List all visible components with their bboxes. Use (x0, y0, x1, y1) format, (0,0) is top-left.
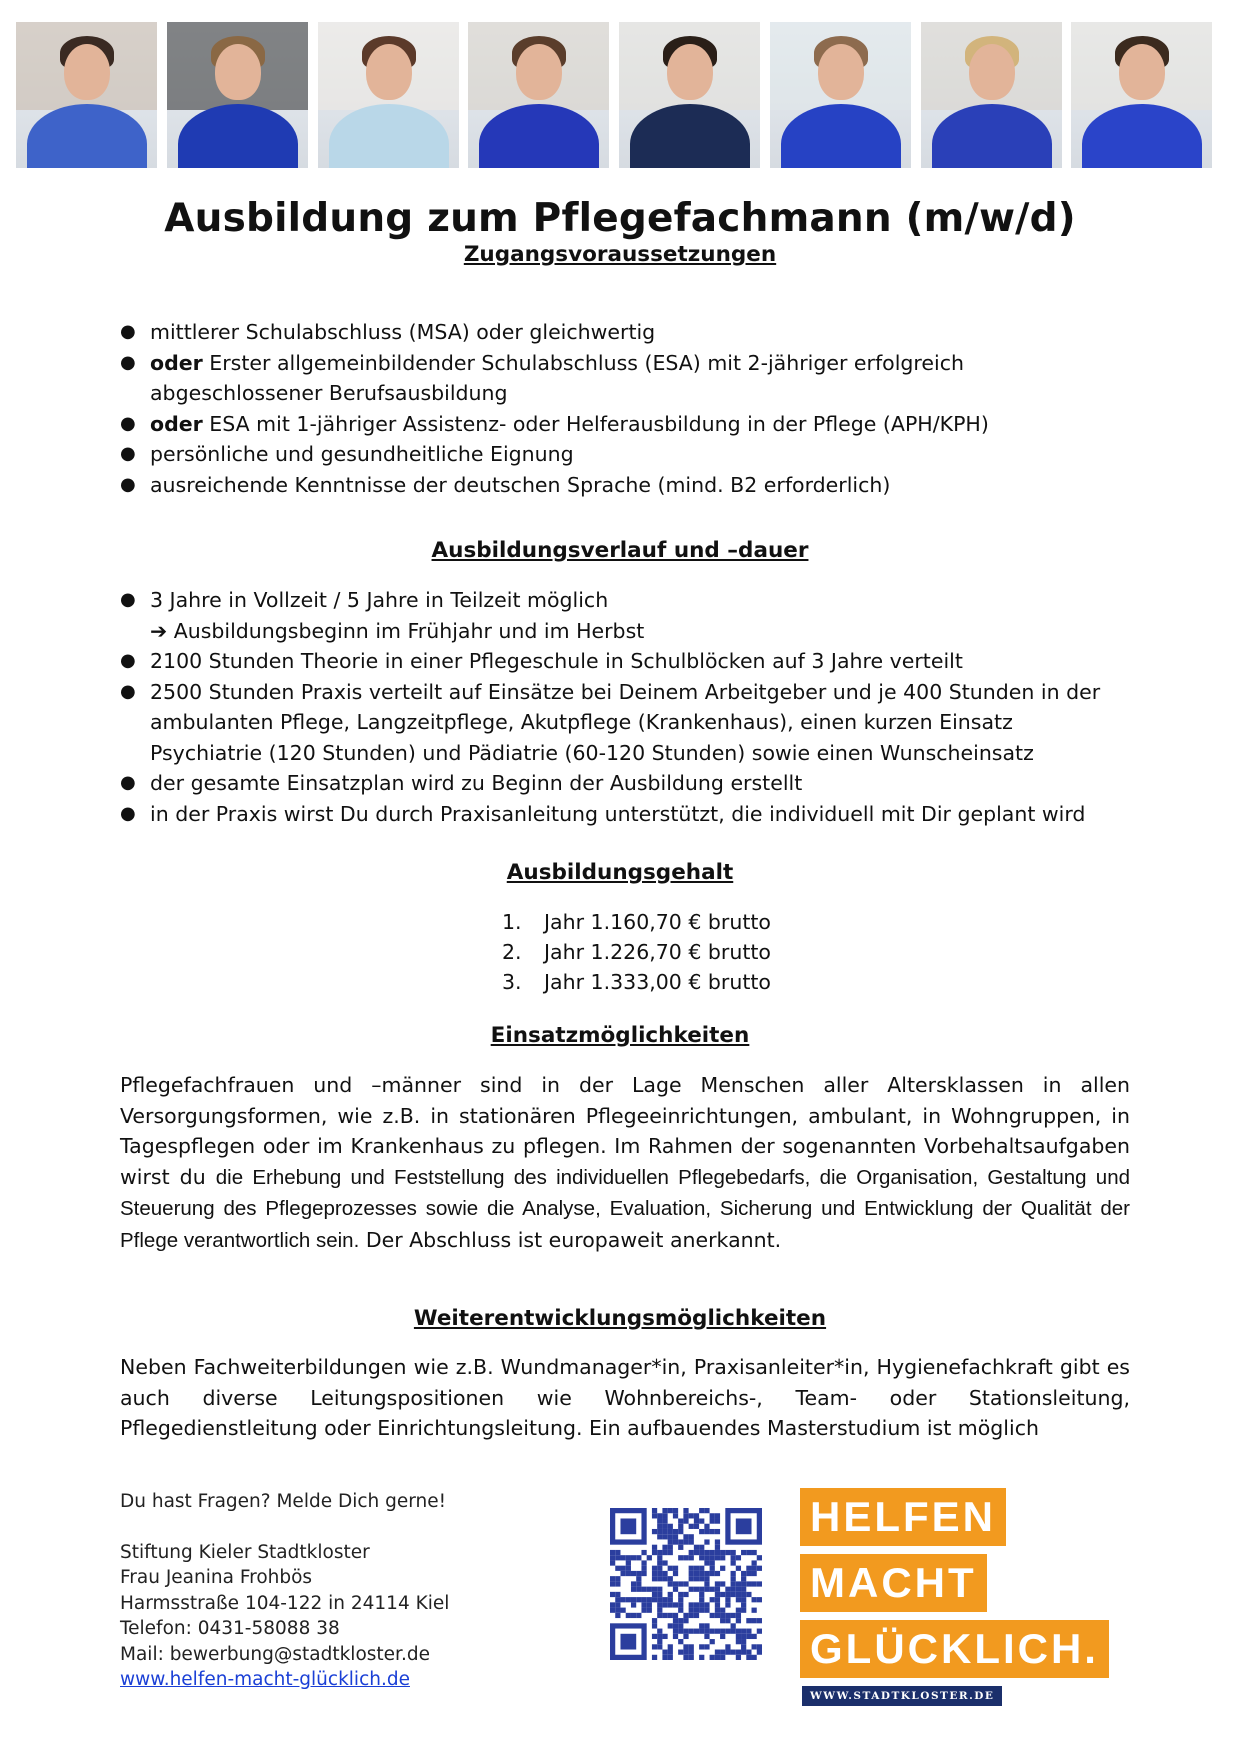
logo-line: MACHT (800, 1554, 987, 1612)
bullet-icon: ● (120, 772, 136, 793)
list-number: 2. (502, 940, 522, 964)
list-item (120, 799, 1130, 830)
section-heading-salary: Ausbildungsgehalt (506, 860, 734, 885)
portrait-photo-icon (318, 22, 459, 168)
photo-strip (16, 22, 1222, 168)
section-heading-requirements: Zugangsvoraussetzungen (463, 242, 777, 267)
qr-code-icon[interactable] (610, 1508, 762, 1660)
list-item-text: 2100 Stunden Theorie in einer Pflegeschule in Schulblöcken auf 3 Jahre verteilt (150, 649, 963, 673)
salary-list (502, 907, 771, 997)
course-list (120, 585, 1130, 829)
list-item (120, 317, 1130, 348)
list-item-text: 2500 Stunden Praxis verteilt auf Einsätze bei Deinem Arbeitgeber und je 400 Stunden in der ambulanten Pflege, Langzeitpflege, Akutpflege (Krankenhaus), einen kurzen Einsatz Psychiatrie (120 Stunden) und Pädiatrie (60-120 Stunden) sowie einen Wunscheinsatz (150, 679, 1101, 765)
portrait-photo-icon (167, 22, 308, 168)
helfen-macht-gluecklich-logo (800, 1488, 1120, 1702)
section-heading-course: Ausbildungsverlauf und –dauer (431, 538, 809, 563)
portrait-photo-icon (1071, 22, 1212, 168)
list-item (120, 768, 1130, 799)
list-item-text: Jahr 1.226,70 € brutto (544, 940, 771, 964)
list-number: 1. (502, 910, 522, 934)
portrait-photo-icon (619, 22, 760, 168)
contact-question: Du hast Fragen? Melde Dich gerne! (120, 1491, 447, 1512)
list-item-text: mittlerer Schulabschluss (MSA) oder gleichwertig (150, 320, 656, 344)
list-number: 3. (502, 970, 522, 994)
portrait-photo-icon (468, 22, 609, 168)
contact-block (120, 1489, 540, 1693)
bullet-icon: ● (120, 443, 136, 464)
list-item (120, 585, 1130, 646)
list-item-text: der gesamte Einsatzplan wird zu Beginn der Ausbildung erstellt (150, 771, 803, 795)
development-paragraph: Neben Fachweiterbildungen wie z.B. Wundmanager*in, Praxisanleiter*in, Hygienefachkraft gibt es auch diverse Leitungspositionen wie Wohnbereichs-, Team- oder Stationsleitung, Pflegedienstleitung oder Einrichtungsleitung. Ein aufbauendes Masterstudium ist möglich (120, 1355, 1130, 1440)
list-item (502, 967, 771, 997)
list-item-text: persönliche und gesundheitliche Eignung (150, 442, 574, 466)
keyword-oder: oder (150, 411, 203, 436)
list-item (120, 348, 1130, 409)
list-item (120, 677, 1130, 769)
portrait-photo-icon (921, 22, 1062, 168)
logo-url: WWW.STADTKLOSTER.DE (802, 1686, 1002, 1706)
list-item-text: ESA mit 1-jähriger Assistenz- oder Helferausbildung in der Pflege (APH/KPH) (202, 411, 989, 436)
usage-paragraph (120, 1070, 1130, 1256)
bullet-icon: ● (120, 680, 136, 702)
logo-line: GLÜCKLICH. (800, 1620, 1109, 1678)
usage-text-part: Pflegefachfrauen und –männer sind in der Lage Menschen aller Altersklassen in allen Versorgungsformen, wie z.B. in stationären Pflegeeinrichtungen, ambulant, in Wohngruppen, in Tagespflegen oder im Krankenhaus zu pflegen. Im Rahmen der sogenannten Vorbehaltsaufgaben wirst du (120, 1073, 1130, 1189)
contact-mail: Mail: bewerbung@stadtkloster.de (120, 1643, 430, 1665)
section-heading-development: Weiterentwicklungsmöglichkeiten (413, 1306, 827, 1331)
list-item (120, 646, 1130, 677)
list-item-text: Jahr 1.333,00 € brutto (544, 970, 771, 994)
contact-person: Frau Jeanina Frohbös (120, 1567, 313, 1588)
section-heading-usage: Einsatzmöglichkeiten (490, 1023, 750, 1048)
list-item-continuation: abgeschlossener Berufsausbildung (150, 381, 508, 405)
bullet-icon: ● (120, 321, 136, 342)
list-item-text: ausreichende Kenntnisse der deutschen Sprache (mind. B2 erforderlich) (150, 472, 891, 497)
list-item-text: Erster allgemeinbildender Schulabschluss (ESA) mit 2-jähriger erfolgreich (202, 350, 964, 375)
list-item-text: Jahr 1.160,70 € brutto (544, 910, 771, 934)
usage-text-part: die Erhebung und Feststellung des individuellen Pflegebedarfs, die Organisation, Gestaltung und Steuerung des Pflegeprozesses sowie die Analyse, Evaluation, Sicherung und Entwicklung der Qualität der Pflege verantwortlich sein. (120, 1165, 1130, 1252)
bullet-icon: ● (120, 473, 136, 495)
requirements-list (120, 317, 1130, 500)
list-item-continuation: ➔ Ausbildungsbeginn im Frühjahr und im Herbst (150, 618, 645, 643)
usage-text-part: Der Abschluss ist europaweit anerkannt. (359, 1227, 782, 1252)
list-item (502, 907, 771, 937)
keyword-oder: oder (150, 350, 203, 375)
list-item-text: in der Praxis wirst Du durch Praxisanleitung unterstützt, die individuell mit Dir geplant wird (150, 801, 1086, 826)
list-item (502, 937, 771, 967)
list-item-text: 3 Jahre in Vollzeit / 5 Jahre in Teilzeit möglich (150, 588, 609, 612)
logo-line: HELFEN (800, 1488, 1006, 1546)
portrait-photo-icon (770, 22, 911, 168)
contact-address: Harmsstraße 104-122 in 24114 Kiel (120, 1592, 450, 1614)
bullet-icon: ● (120, 802, 136, 824)
bullet-icon: ● (120, 589, 136, 610)
list-item (120, 470, 1130, 501)
list-item (120, 439, 1130, 470)
contact-org: Stiftung Kieler Stadtkloster (120, 1541, 370, 1563)
list-item (120, 409, 1130, 440)
website-link[interactable]: www.helfen-macht-glücklich.de (120, 1669, 410, 1690)
portrait-photo-icon (16, 22, 157, 168)
contact-phone: Telefon: 0431-58088 38 (120, 1618, 340, 1639)
bullet-icon: ● (120, 412, 136, 434)
bullet-icon: ● (120, 650, 136, 671)
bullet-icon: ● (120, 351, 136, 373)
page-title: Ausbildung zum Pflegefachmann (m/w/d) (164, 196, 1076, 241)
